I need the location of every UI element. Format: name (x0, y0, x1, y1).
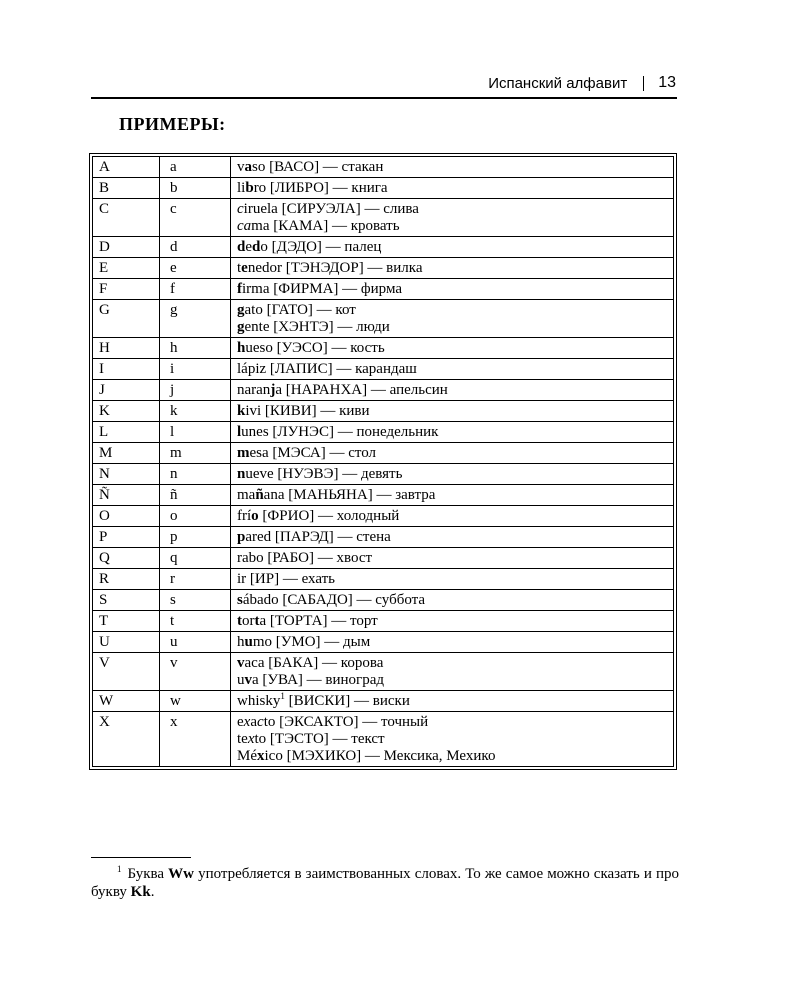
example-cell (231, 691, 674, 712)
example-fragment: e (245, 239, 253, 255)
example-fragment: x (257, 748, 265, 764)
example-fragment: ato [ГАТО] — кот (244, 302, 356, 318)
footnote-rule (91, 857, 191, 858)
footnote (91, 865, 679, 901)
lowercase-letter: f (160, 279, 231, 300)
example-fragment: Mé (237, 748, 257, 764)
lowercase-letter: p (160, 527, 231, 548)
alphabet-table-frame (89, 153, 677, 770)
table-row (93, 569, 674, 590)
example-fragment: a [УВА] — виноград (252, 672, 384, 688)
example-cell (231, 237, 674, 258)
lowercase-letter: x (160, 712, 231, 767)
example-fragment: p (237, 529, 246, 545)
uppercase-letter: J (93, 380, 160, 401)
uppercase-letter: P (93, 527, 160, 548)
example-cell (231, 485, 674, 506)
table-row (93, 712, 674, 767)
example-line (237, 180, 667, 197)
table-row (93, 590, 674, 611)
example-cell (231, 590, 674, 611)
example-line (237, 571, 667, 588)
footnote-ref: 1 (280, 691, 285, 701)
example-line (237, 260, 667, 277)
lowercase-letter: t (160, 611, 231, 632)
uppercase-letter: B (93, 178, 160, 199)
lowercase-letter: k (160, 401, 231, 422)
example-line (237, 748, 667, 765)
example-fragment: h (237, 634, 245, 650)
example-line (237, 466, 667, 483)
alphabet-table-body (93, 157, 674, 767)
example-line (237, 382, 667, 399)
footnote-text-3: . (150, 884, 155, 900)
table-row (93, 485, 674, 506)
example-fragment: nedor [ТЭНЭДОР] — вилка (247, 260, 423, 276)
example-fragment: ivi [КИВИ] — киви (245, 403, 370, 419)
example-fragment: esa [МЭСА] — стол (249, 445, 377, 461)
example-line (237, 201, 667, 218)
example-fragment: x (247, 731, 255, 747)
example-fragment: a (250, 714, 258, 730)
example-cell (231, 199, 674, 237)
example-fragment: u (244, 634, 253, 650)
table-row (93, 199, 674, 237)
example-line (237, 655, 667, 672)
lowercase-letter: c (160, 199, 231, 237)
example-fragment: t (254, 613, 260, 629)
example-cell (231, 380, 674, 401)
footnote-bold-ww: Ww (168, 866, 194, 882)
example-fragment: c (257, 714, 264, 730)
example-cell (231, 464, 674, 485)
table-row (93, 300, 674, 338)
table-row (93, 691, 674, 712)
uppercase-letter: G (93, 300, 160, 338)
example-fragment: a [НАРАНХА] — апельсин (275, 382, 448, 398)
example-fragment: m (237, 445, 250, 461)
example-cell (231, 258, 674, 279)
uppercase-letter: S (93, 590, 160, 611)
example-cell (231, 300, 674, 338)
example-cell (231, 178, 674, 199)
example-line (237, 218, 667, 235)
example-fragment: c (237, 218, 244, 234)
lowercase-letter: s (160, 590, 231, 611)
example-cell (231, 359, 674, 380)
table-row (93, 338, 674, 359)
lowercase-letter: v (160, 653, 231, 691)
example-fragment: unes [ЛУНЭС] — понедельник (241, 424, 439, 440)
example-cell (231, 653, 674, 691)
example-line (237, 550, 667, 567)
example-cell (231, 632, 674, 653)
example-fragment: ared [ПАРЭД] — стена (245, 529, 391, 545)
example-fragment: v (237, 655, 245, 671)
example-fragment: a [ТОРТА] — торт (259, 613, 378, 629)
example-fragment: ñ (255, 487, 264, 503)
lowercase-letter: ñ (160, 485, 231, 506)
table-row (93, 279, 674, 300)
header-separator (643, 76, 644, 91)
uppercase-letter: L (93, 422, 160, 443)
example-line (237, 159, 667, 176)
uppercase-letter: C (93, 199, 160, 237)
uppercase-letter: I (93, 359, 160, 380)
example-fragment: h (237, 340, 246, 356)
example-fragment: ir [ИР] — ехать (237, 571, 336, 587)
uppercase-letter: E (93, 258, 160, 279)
table-row (93, 443, 674, 464)
example-cell (231, 527, 674, 548)
footnote-text-2: употребляется в заимствованных словах. То же самое можно сказать и про букву (91, 866, 679, 900)
table-row (93, 548, 674, 569)
example-fragment: e (241, 260, 248, 276)
uppercase-letter: A (93, 157, 160, 178)
lowercase-letter: a (160, 157, 231, 178)
header-rule (91, 97, 677, 99)
table-row (93, 464, 674, 485)
example-fragment: aca [БАКА] — корова (244, 655, 384, 671)
table-row (93, 611, 674, 632)
example-fragment: ico [МЭХИКО] — Мексика, Мехико (264, 748, 496, 764)
table-row (93, 178, 674, 199)
table-row (93, 401, 674, 422)
lowercase-letter: r (160, 569, 231, 590)
example-fragment: irma [ФИРМА] — фирма (242, 281, 402, 297)
uppercase-letter: U (93, 632, 160, 653)
lowercase-letter: d (160, 237, 231, 258)
table-row (93, 359, 674, 380)
example-fragment: s (237, 592, 243, 608)
running-header (488, 74, 676, 92)
example-fragment: g (237, 319, 245, 335)
example-line (237, 403, 667, 420)
example-fragment: ueve [НУЭВЭ] — девять (245, 466, 403, 482)
uppercase-letter: H (93, 338, 160, 359)
example-fragment: c (237, 201, 244, 217)
lowercase-letter: w (160, 691, 231, 712)
example-fragment: so [ВАСО] — стакан (252, 159, 384, 175)
uppercase-letter: Q (93, 548, 160, 569)
example-fragment: e (237, 714, 244, 730)
example-fragment: v (237, 159, 245, 175)
example-fragment: v (244, 672, 252, 688)
example-fragment: ma (237, 487, 256, 503)
uppercase-letter: F (93, 279, 160, 300)
table-row (93, 632, 674, 653)
footnote-mark: 1 (117, 864, 122, 874)
table-row (93, 380, 674, 401)
example-cell (231, 157, 674, 178)
example-cell (231, 712, 674, 767)
example-fragment: n (237, 466, 246, 482)
example-line (237, 731, 667, 748)
table-row (93, 527, 674, 548)
example-fragment: to [ЭКСАКТО] — точный (263, 714, 429, 730)
example-fragment: ana [МАНЬЯНА] — завтра (263, 487, 436, 503)
example-line (237, 302, 667, 319)
example-line (237, 445, 667, 462)
example-line (237, 487, 667, 504)
lowercase-letter: n (160, 464, 231, 485)
example-line (237, 424, 667, 441)
table-row (93, 506, 674, 527)
example-cell (231, 279, 674, 300)
example-fragment: d (237, 239, 246, 255)
example-line (237, 529, 667, 546)
example-fragment: ente [ХЭНТЭ] — люди (244, 319, 390, 335)
table-row (93, 422, 674, 443)
example-fragment: ro [ЛИБРО] — книга (253, 180, 388, 196)
example-fragment: or (242, 613, 255, 629)
example-fragment: b (245, 180, 254, 196)
example-fragment: [ВИСКИ] — виски (284, 693, 410, 709)
example-fragment: o [ДЭДО] — палец (260, 239, 382, 255)
example-fragment: f (237, 281, 242, 297)
uppercase-letter: Ñ (93, 485, 160, 506)
uppercase-letter: W (93, 691, 160, 712)
footnote-text-1: Буква (127, 866, 169, 882)
lowercase-letter: b (160, 178, 231, 199)
lowercase-letter: h (160, 338, 231, 359)
example-fragment: to [ТЭСТО] — текст (254, 731, 385, 747)
example-fragment: t (237, 260, 242, 276)
lowercase-letter: j (160, 380, 231, 401)
uppercase-letter: K (93, 401, 160, 422)
example-line (237, 340, 667, 357)
lowercase-letter: e (160, 258, 231, 279)
example-fragment: [ФРИО] — холодный (258, 508, 400, 524)
example-line (237, 613, 667, 630)
example-fragment: li (237, 180, 246, 196)
example-cell (231, 422, 674, 443)
example-fragment: te (237, 731, 248, 747)
example-fragment: j (270, 382, 276, 398)
example-line (237, 281, 667, 298)
lowercase-letter: m (160, 443, 231, 464)
table-row (93, 653, 674, 691)
example-fragment: g (237, 302, 245, 318)
uppercase-letter: T (93, 611, 160, 632)
uppercase-letter: R (93, 569, 160, 590)
example-cell (231, 443, 674, 464)
example-fragment: x (243, 714, 251, 730)
uppercase-letter: O (93, 506, 160, 527)
example-fragment: naran (237, 382, 271, 398)
example-fragment: l (237, 424, 242, 440)
example-cell (231, 548, 674, 569)
example-cell (231, 611, 674, 632)
lowercase-letter: i (160, 359, 231, 380)
example-fragment: k (237, 403, 246, 419)
lowercase-letter: l (160, 422, 231, 443)
example-fragment: whisky (237, 693, 281, 709)
example-fragment: ueso [УЭСО] — кость (245, 340, 385, 356)
example-fragment: o (251, 508, 259, 524)
section-title: ПРИМЕРЫ: (119, 114, 226, 134)
example-fragment: a (244, 159, 252, 175)
example-line (237, 508, 667, 525)
example-fragment: rabo [РАБО] — хвост (237, 550, 373, 566)
page-number: 13 (658, 74, 676, 91)
example-line (237, 714, 667, 731)
example-cell (231, 506, 674, 527)
example-fragment: frí (237, 508, 252, 524)
running-header-title: Испанский алфавит (488, 74, 628, 92)
footnote-bold-kk: Kk (130, 884, 151, 900)
example-line (237, 634, 667, 651)
example-fragment: ma [КАМА] — кровать (251, 218, 400, 234)
example-fragment: u (237, 672, 245, 688)
example-fragment: iruela [СИРУЭЛА] — слива (243, 201, 419, 217)
alphabet-table (92, 156, 674, 767)
lowercase-letter: o (160, 506, 231, 527)
example-fragment: t (237, 613, 242, 629)
table-row (93, 258, 674, 279)
example-line (237, 592, 667, 609)
example-fragment: a (243, 218, 252, 234)
example-line (237, 239, 667, 256)
example-fragment: lápiz [ЛАПИС] — карандаш (237, 361, 417, 377)
lowercase-letter: u (160, 632, 231, 653)
uppercase-letter: D (93, 237, 160, 258)
table-row (93, 237, 674, 258)
table-row (93, 157, 674, 178)
example-line (237, 672, 667, 689)
example-cell (231, 569, 674, 590)
lowercase-letter: g (160, 300, 231, 338)
example-fragment: ábado [САБАДО] — суббота (242, 592, 426, 608)
uppercase-letter: M (93, 443, 160, 464)
example-fragment: d (252, 239, 261, 255)
uppercase-letter: X (93, 712, 160, 767)
example-line (237, 361, 667, 378)
example-cell (231, 401, 674, 422)
lowercase-letter: q (160, 548, 231, 569)
uppercase-letter: V (93, 653, 160, 691)
uppercase-letter: N (93, 464, 160, 485)
example-line (237, 693, 667, 710)
example-cell (231, 338, 674, 359)
example-line (237, 319, 667, 336)
example-fragment: mo [УМО] — дым (252, 634, 371, 650)
